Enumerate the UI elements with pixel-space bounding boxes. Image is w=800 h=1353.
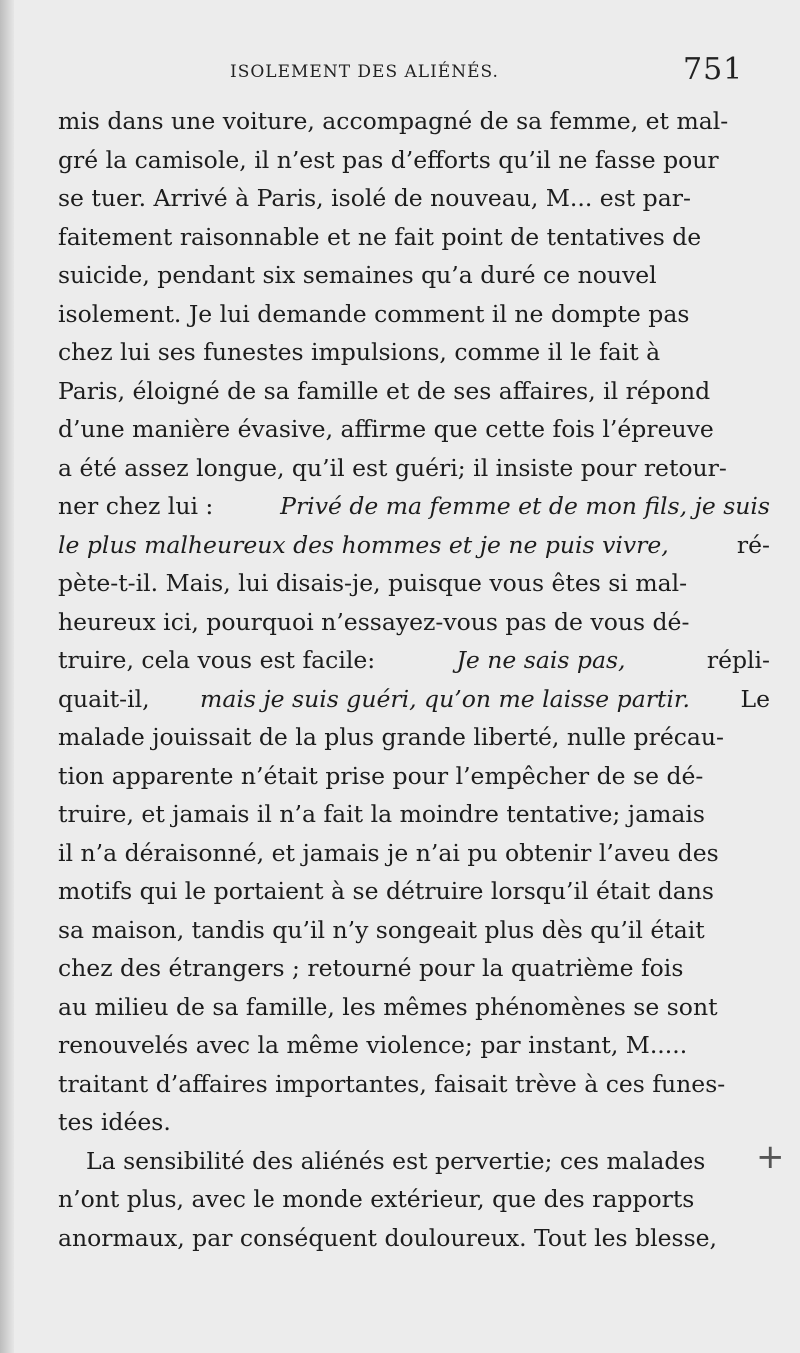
text-line: tion apparente n’était prise pour l’empêcher de se dé- <box>58 761 704 790</box>
text-line: a été assez longue, qu’il est guéri; il insiste pour retour- <box>58 453 727 482</box>
text-line: Paris, éloigné de sa famille et de ses affaires, il répond <box>58 376 711 405</box>
text-line: il n’a déraisonné, et jamais je n’ai pu obtenir l’aveu des <box>58 838 719 867</box>
text-line: le plus malheureux des hommes et je ne puis vivre, ré- <box>58 526 770 565</box>
text-line: quait-il, mais je suis guéri, qu’on me laisse partir. Le <box>58 680 770 719</box>
text-line: tes idées. <box>58 1108 171 1136</box>
text-line-paragraph-start: La sensibilité des aliénés est pervertie; ces malades <box>86 1146 706 1175</box>
text-line: ner chez lui : Privé de ma femme et de mon fils, je suis <box>58 487 770 526</box>
text-line: anormaux, par conséquent douloureux. Tout les blesse, <box>58 1223 718 1252</box>
text-line: se tuer. Arrivé à Paris, isolé de nouveau, M... est par- <box>58 184 691 212</box>
page-number: 751 <box>683 52 744 87</box>
text-line: renouvelés avec la même violence; par instant, M..... <box>58 1031 688 1059</box>
text-line: truire, et jamais il n’a fait la moindre tentative; jamais <box>58 800 705 828</box>
text-line: gré la camisole, il n’est pas d’efforts qu’il ne fasse pour <box>58 145 719 174</box>
text-line: n’ont plus, avec le monde extérieur, que des rapports <box>58 1185 695 1213</box>
text-line: chez lui ses funestes impulsions, comme il le fait à <box>58 338 661 366</box>
text-line: sa maison, tandis qu’il n’y songeait plus dès qu’il était <box>58 915 705 944</box>
text-line: au milieu de sa famille, les mêmes phénomènes se sont <box>58 992 718 1021</box>
text-line: faitement raisonnable et ne fait point de tentatives de <box>58 222 702 251</box>
italic-quote: Privé de ma femme et de mon fils, je suis <box>280 492 770 520</box>
italic-quote: mais je suis guéri, qu’on me laisse partir. <box>200 684 691 713</box>
text-line: pète-t-il. Mais, lui disais-je, puisque vous êtes si mal- <box>58 569 688 597</box>
text-line: motifs qui le portaient à se détruire lorsqu’il était dans <box>58 877 714 905</box>
text-line: traitant d’affaires importantes, faisait trève à ces funes- <box>58 1069 726 1098</box>
text-line: d’une manière évasive, affirme que cette fois l’épreuve <box>58 415 714 443</box>
text-line: suicide, pendant six semaines qu’a duré ce nouvel <box>58 261 657 289</box>
text-line: heureux ici, pourquoi n’essayez-vous pas de vous dé- <box>58 607 690 636</box>
text-line: malade jouissait de la plus grande liberté, nulle précau- <box>58 723 724 751</box>
text-line: truire, cela vous est facile: Je ne sais pas, répli- <box>58 641 770 680</box>
text-line: chez des étrangers ; retourné pour la quatrième fois <box>58 954 684 982</box>
body-text <box>58 102 770 1257</box>
italic-quote: le plus malheureux des hommes et je ne puis vivre, <box>58 530 669 559</box>
margin-cross-mark: + <box>756 1137 785 1177</box>
text-line: isolement. Je lui demande comment il ne dompte pas <box>58 299 690 328</box>
text-line: mis dans une voiture, accompagné de sa femme, et mal- <box>58 107 729 135</box>
italic-quote: Je ne sais pas, <box>456 646 626 674</box>
page-gutter-shadow <box>0 0 14 1353</box>
running-head: ISOLEMENT DES ALIÉNÉS. <box>230 62 499 82</box>
